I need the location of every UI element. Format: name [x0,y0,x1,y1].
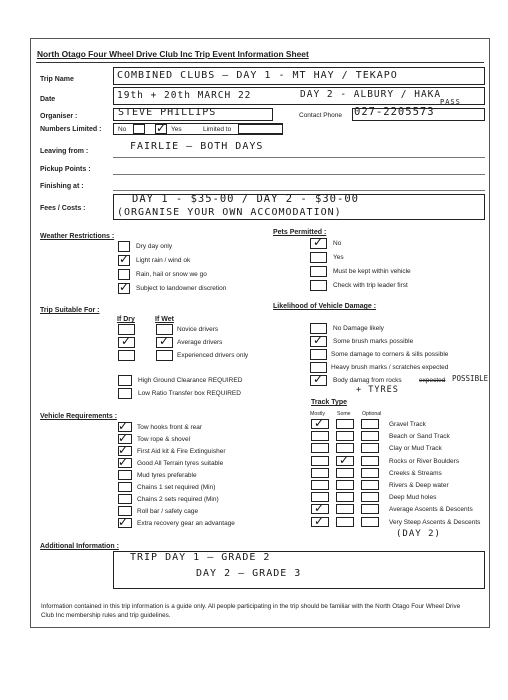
leaving-from-label: Leaving from : [40,148,89,155]
damage-brush-tick: ✓ [313,333,324,347]
track-tick: ✓ [339,452,350,467]
track-checkbox[interactable] [311,468,329,478]
weather-rain-label: Rain, hail or snow we go [136,271,207,278]
track-checkbox[interactable] [336,492,354,502]
vehicle-recovery-label: Extra recovery gear an advantage [137,520,235,527]
track-option-label: Creeks & Streams [389,469,442,477]
date-label: Date [40,96,56,103]
weather-dry-label: Dry day only [136,243,173,250]
pets-vehicle-checkbox[interactable] [310,266,327,277]
novice-label: Novice drivers [177,326,219,333]
damage-heavy-label: Heavy brush marks / scratches expected [331,364,449,371]
organiser-value: STEVE PHILLIPS [118,107,217,118]
limited-to-label: Limited to [203,126,232,133]
numbers-yes-label: Yes [171,126,182,133]
track-col-optional: Optional [362,411,382,417]
experienced-dry-checkbox[interactable] [118,350,135,361]
track-heading: Track Type [311,399,348,406]
damage-rocks-struck-word: expected [419,377,446,384]
track-option-label: Rivers & Deep water [389,482,449,489]
track-checkbox[interactable] [311,480,329,490]
numbers-limited-label: Numbers Limited : [40,126,102,133]
vehicle-mud-tyres-checkbox[interactable] [118,470,132,480]
weather-landowner-tick: ✓ [119,280,130,294]
pets-no-label: No [333,240,342,247]
track-checkbox[interactable] [336,468,354,478]
low-ratio-label: Low Ratio Transfer box REQUIRED [138,390,241,397]
clearance-checkbox[interactable] [118,375,132,386]
numbers-yes-tick: ✓ [156,121,167,135]
experienced-label: Experienced drivers only [177,352,249,359]
track-checkbox[interactable] [361,456,379,466]
damage-tyres-note: + TYRES [356,385,399,395]
track-option-label: Very Steep Ascents & Descents [389,518,481,526]
damage-brush-label: Some brush marks possible [333,338,414,345]
track-col-mostly: Mostly [310,411,325,417]
track-option-label: Gravel Track [389,421,426,428]
if-wet-label: If Wet [155,316,174,323]
trip-name-value: COMBINED CLUBS – DAY 1 - MT HAY / TEKAPO [117,70,398,81]
vehicle-mud-tyres-label: Mud tyres preferable [137,472,197,479]
damage-possible-note: POSSIBLE [452,374,489,383]
suitable-heading: Trip Suitable For : [40,307,100,314]
contact-phone-label: Contact Phone [299,112,343,119]
fees-line2-value: (ORGANISE YOUR OWN ACCOMODATION) [117,207,342,218]
pets-no-tick: ✓ [313,235,324,249]
clearance-label: High Ground Clearance REQUIRED [138,377,243,384]
track-checkbox[interactable] [361,468,379,478]
organiser-label: Organiser : [40,113,78,120]
weather-dry-checkbox[interactable] [118,241,130,252]
vehicle-chains2-label: Chains 2 sets required (Min) [137,496,219,503]
track-checkbox[interactable] [311,431,329,441]
track-checkbox[interactable] [336,443,354,453]
vehicle-tyres-tick: ✓ [118,455,129,469]
finishing-at-line[interactable] [113,190,485,191]
experienced-wet-checkbox[interactable] [156,350,173,361]
vehicle-chains2-checkbox[interactable] [118,494,132,504]
vehicle-chains1-label: Chains 1 set required (Min) [137,484,216,491]
average-label: Average drivers [177,339,223,346]
pets-yes-checkbox[interactable] [310,252,327,263]
damage-none-label: No Damage likely [333,325,384,332]
footer-note: Information contained in this trip information is a guide only. All people participating in the trip should be familiar with the North Otago Four Wheel Drive Club Inc membership rules and trip guidelines. [41,603,461,619]
track-day2-note: (DAY 2) [396,529,441,539]
track-option-label: Rocks or River Boulders [389,457,460,465]
track-checkbox[interactable] [361,443,379,453]
additional-line1: TRIP DAY 1 — GRADE 2 [130,552,271,563]
track-option-label: Beach or Sand Track [389,433,450,441]
track-checkbox[interactable] [361,492,379,502]
damage-corners-label: Some damage to corners & sills possible [331,351,449,358]
track-option-label: Average Ascents & Descents [389,506,473,514]
vehicle-tyres-label: Good All Terrain tyres suitable [137,460,224,467]
contact-phone-value: 027-2205573 [354,106,435,118]
track-checkbox[interactable] [361,419,379,429]
weather-light-rain-tick: ✓ [119,252,130,266]
date-value: 19th + 20th MARCH 22 [117,90,252,101]
additional-heading: Additional Information : [40,543,119,550]
pickup-points-label: Pickup Points : [40,166,91,173]
track-option-label: Clay or Mud Track [389,445,442,453]
damage-rocks-tick: ✓ [313,372,324,386]
track-checkbox[interactable] [336,419,354,429]
additional-line2: DAY 2 — GRADE 3 [196,568,302,579]
pets-leader-label: Check with trip leader first [333,282,408,289]
vehicle-chains1-checkbox[interactable] [118,482,132,492]
weather-light-rain-label: Light rain / wind ok [136,257,191,264]
track-checkbox[interactable] [361,504,379,514]
damage-corners-checkbox[interactable] [310,349,327,360]
pets-heading: Pets Permitted : [273,229,327,236]
damage-heading: Likelihood of Vehicle Damage : [273,303,377,310]
track-checkbox[interactable] [311,443,329,453]
track-checkbox[interactable] [361,431,379,441]
vehicle-tow-hooks-label: Tow hooks front & rear [137,424,203,431]
limited-to-field[interactable] [238,124,283,134]
track-tick: ✓ [314,501,325,516]
pets-vehicle-label: Must be kept within vehicle [333,268,411,275]
leaving-from-line [113,157,485,158]
track-checkbox[interactable] [336,517,354,527]
average-dry-tick: ✓ [121,334,132,348]
track-tick: ✓ [314,513,325,528]
date-pass-value: PASS [440,98,461,106]
average-wet-tick: ✓ [159,334,170,348]
track-checkbox[interactable] [311,456,329,466]
vehicle-tow-rope-tick: ✓ [118,431,129,445]
pets-yes-label: Yes [333,254,344,261]
low-ratio-checkbox[interactable] [118,388,132,399]
track-checkbox[interactable] [361,517,379,527]
fees-costs-label: Fees / Costs : [40,205,86,212]
vehicle-heading: Vehicle Requirements : [40,413,118,420]
leaving-from-value: FAIRLIE — BOTH DAYS [130,141,264,152]
title-divider [36,62,484,63]
pets-leader-checkbox[interactable] [310,280,327,291]
fees-line1-value: DAY 1 - $35-00 / DAY 2 - $30-00 [132,193,359,205]
weather-landowner-label: Subject to landowner discretion [136,285,227,292]
track-col-some: Some [337,411,351,417]
weather-heading: Weather Restrictions : [40,233,115,240]
pickup-points-line[interactable] [113,174,485,175]
track-checkbox[interactable] [336,431,354,441]
trip-name-label: Trip Name [40,76,74,83]
numbers-no-label: No [118,126,127,133]
track-tick: ✓ [314,416,325,430]
track-checkbox[interactable] [336,504,354,514]
vehicle-tow-hooks-tick: ✓ [118,419,129,433]
track-checkbox[interactable] [361,480,379,490]
track-option-label: Deep Mud holes [389,494,437,502]
vehicle-roll-bar-label: Roll bar / safety cage [137,508,199,515]
damage-rocks-label: Body damag from rocks [333,377,402,384]
finishing-at-label: Finishing at : [40,183,84,190]
vehicle-first-aid-label: First Aid kit & Fire Extinguisher [137,448,226,455]
numbers-no-checkbox[interactable] [133,124,145,134]
weather-rain-checkbox[interactable] [118,269,130,280]
date-day2-value: DAY 2 - ALBURY / HAKA [300,89,442,100]
track-checkbox[interactable] [336,480,354,490]
vehicle-tow-rope-label: Tow rope & shovel [137,436,191,443]
vehicle-first-aid-tick: ✓ [118,443,129,457]
if-dry-label: If Dry [117,316,135,323]
vehicle-recovery-tick: ✓ [118,515,129,529]
form-title: North Otago Four Wheel Drive Club Inc Trip Event Information Sheet [37,49,309,59]
